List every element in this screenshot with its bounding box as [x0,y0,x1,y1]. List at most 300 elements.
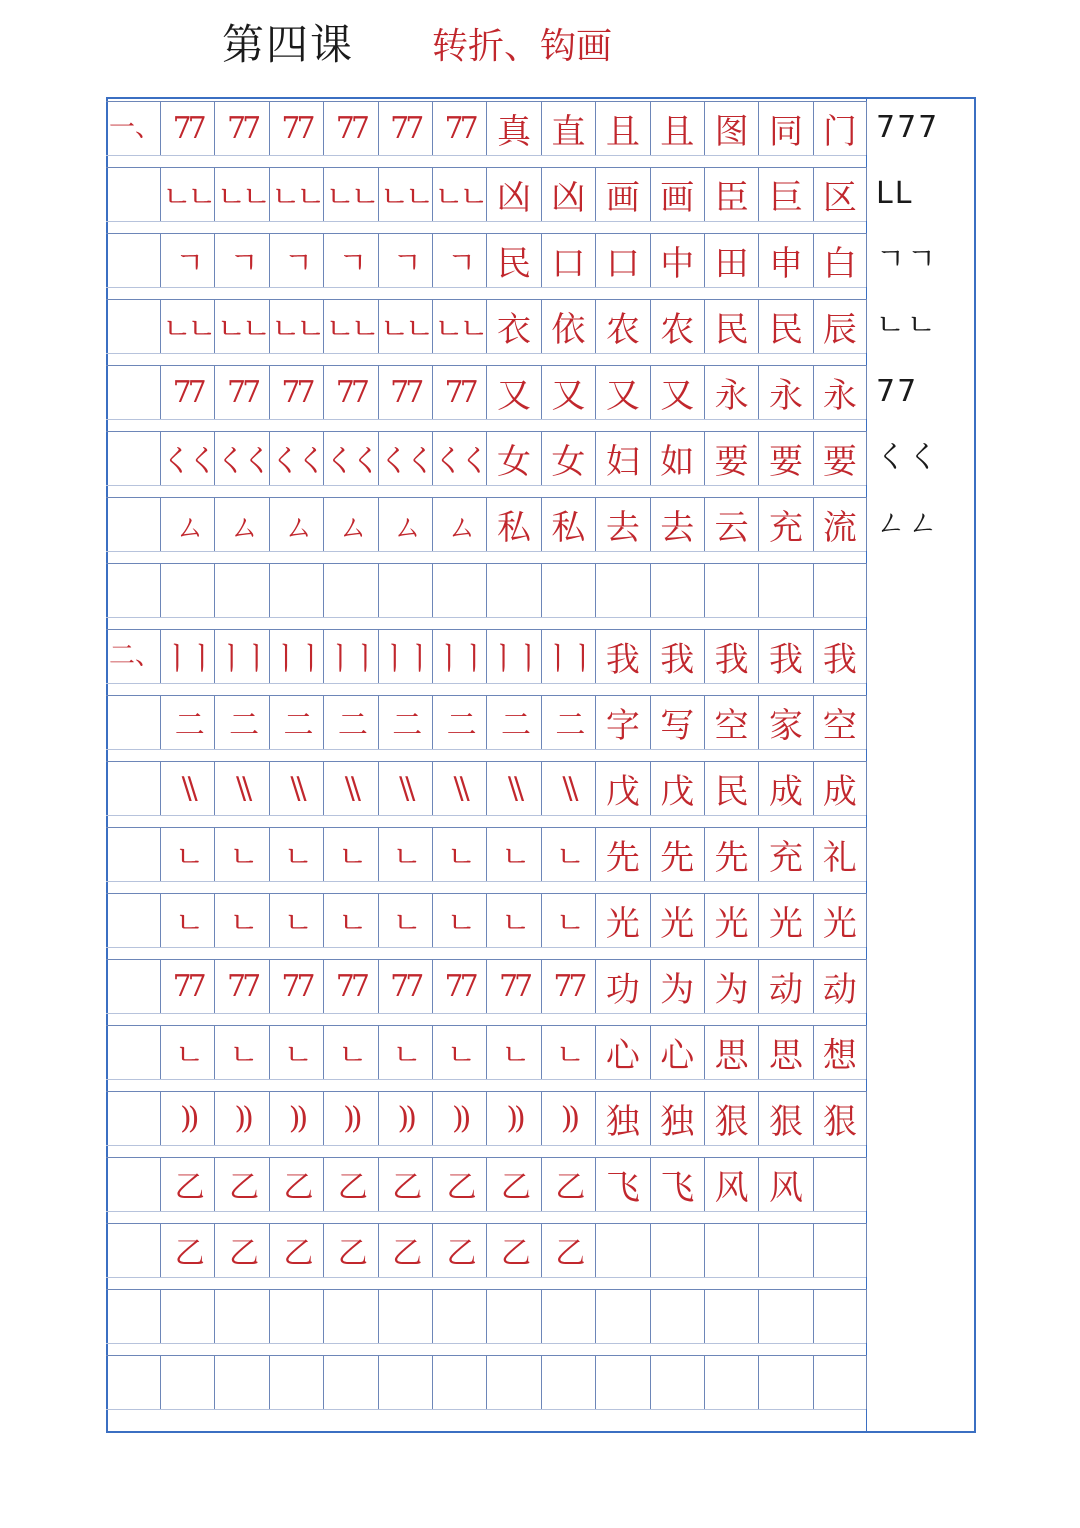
stroke-cell: ㄙ [269,497,323,551]
character-cell: 成 [758,761,812,815]
grid-rule [106,1343,866,1344]
stroke-cell: 二 [323,695,377,749]
grid-rule [106,1079,866,1080]
character-cell [813,1157,867,1211]
character-cell: 飞 [595,1157,649,1211]
stroke-cell: ㄴ [378,1025,432,1079]
character-cell: 臣 [704,167,758,221]
stroke-cell: ㄴㄴ [323,299,377,353]
character-cell [813,563,867,617]
character-cell: 私 [541,497,595,551]
section-2-row [160,1025,867,1079]
stroke-cell: くく [160,431,214,485]
stroke-cell: ㄴ [432,827,486,881]
stroke-cell: 77 [378,101,432,155]
character-cell: 区 [813,167,867,221]
character-cell: 妇 [595,431,649,485]
stroke-cell: 乙 [160,1157,214,1211]
character-cell: 为 [704,959,758,1013]
section-2-row [160,1223,867,1277]
grid-rule [106,287,866,288]
character-cell: 思 [704,1025,758,1079]
character-cell: 凶 [541,167,595,221]
character-cell [704,563,758,617]
character-cell: 光 [704,893,758,947]
character-cell: 戊 [595,761,649,815]
character-cell: 先 [595,827,649,881]
stroke-cell: ㄴ [214,893,268,947]
stroke-cell: くく [269,431,323,485]
side-stroke-sample [876,563,968,617]
character-cell [813,1223,867,1277]
stroke-cell: ㅣㅣ [432,629,486,683]
stroke-cell [432,1355,486,1409]
stroke-cell: ㄴ [269,893,323,947]
stroke-cell: ㄴㄴ [269,167,323,221]
stroke-cell [269,1355,323,1409]
stroke-cell: 77 [160,101,214,155]
section-1-row [160,365,867,419]
stroke-cell: ㄴ [214,827,268,881]
character-cell: 农 [650,299,704,353]
character-cell: 去 [595,497,649,551]
character-cell: 女 [541,431,595,485]
character-cell: 充 [758,497,812,551]
stroke-cell: ㄱ [323,233,377,287]
character-cell: 去 [650,497,704,551]
character-cell: 又 [595,365,649,419]
stroke-cell [432,563,486,617]
character-cell: 我 [650,629,704,683]
character-cell: 衣 [486,299,540,353]
character-cell: 字 [595,695,649,749]
stroke-cell: ㄴ [432,1025,486,1079]
stroke-cell: 二 [486,695,540,749]
character-cell: 民 [704,761,758,815]
character-cell: 风 [704,1157,758,1211]
stroke-cell: 77 [378,365,432,419]
stroke-cell: \\ [378,761,432,815]
stroke-cell: ㄴ [378,893,432,947]
lesson-subtitle: 转折、钩画 [432,26,613,67]
section-2-row [160,629,867,683]
stroke-cell: ㄴ [214,1025,268,1079]
character-cell: 农 [595,299,649,353]
character-cell: 动 [758,959,812,1013]
section-2-row [160,959,867,1013]
side-stroke-sample: ㄥㄥ [876,506,940,541]
stroke-cell: )) [378,1091,432,1145]
grid-rule [106,1211,866,1212]
character-cell [650,1289,704,1343]
stroke-cell [269,1289,323,1343]
stroke-cell [214,1289,268,1343]
stroke-cell [541,1355,595,1409]
stroke-cell: ㅣㅣ [378,629,432,683]
grid-rule [106,881,866,882]
stroke-cell: )) [160,1091,214,1145]
character-cell: 依 [541,299,595,353]
stroke-cell: ㄴㄴ [378,299,432,353]
stroke-cell: ㄴㄴ [269,299,323,353]
character-cell: 先 [704,827,758,881]
character-cell: 如 [650,431,704,485]
character-cell: 成 [813,761,867,815]
character-cell: 家 [758,695,812,749]
character-cell: 心 [595,1025,649,1079]
stroke-cell: 77 [214,959,268,1013]
stroke-cell: 77 [432,959,486,1013]
stroke-cell: ㅣㅣ [323,629,377,683]
grid-rule [106,221,866,222]
stroke-cell: )) [541,1091,595,1145]
stroke-cell: ㄙ [432,497,486,551]
grid-rule [106,947,866,948]
stroke-cell: くく [432,431,486,485]
stroke-cell: ㄙ [378,497,432,551]
stroke-cell: 77 [269,959,323,1013]
character-cell: 凶 [486,167,540,221]
stroke-cell: 二 [432,695,486,749]
stroke-cell: 77 [486,959,540,1013]
character-cell [486,563,540,617]
side-stroke-sample: 77 [876,374,919,409]
character-cell: 我 [704,629,758,683]
stroke-cell: ㄴ [323,1025,377,1079]
stroke-cell: 77 [432,365,486,419]
character-cell: 狠 [758,1091,812,1145]
stroke-cell: ㄴㄴ [432,167,486,221]
stroke-cell: 77 [541,959,595,1013]
character-cell: 光 [813,893,867,947]
character-cell [758,1223,812,1277]
stroke-cell: 二 [378,695,432,749]
character-cell: 要 [813,431,867,485]
stroke-cell: 乙 [323,1223,377,1277]
stroke-cell: ㄱ [432,233,486,287]
grid-rule [106,749,866,750]
grid-rule [106,155,866,156]
stroke-cell: 乙 [378,1157,432,1211]
stroke-cell: 77 [323,101,377,155]
stroke-cell: 77 [323,365,377,419]
stroke-cell: ㄴ [541,1025,595,1079]
character-cell: 直 [541,101,595,155]
section-2-label: 二、 [108,641,161,671]
stroke-cell: )) [432,1091,486,1145]
character-cell: 流 [813,497,867,551]
stroke-cell: 二 [160,695,214,749]
side-stroke-sample: 777 [876,110,940,145]
stroke-cell: くく [214,431,268,485]
stroke-cell [214,563,268,617]
stroke-cell [323,563,377,617]
stroke-cell: ㅣㅣ [214,629,268,683]
character-cell: 门 [813,101,867,155]
character-cell: 申 [758,233,812,287]
stroke-cell: 77 [269,365,323,419]
section-1-row [160,167,867,221]
stroke-cell: ㄴ [160,893,214,947]
character-cell: 图 [704,101,758,155]
stroke-cell: )) [323,1091,377,1145]
character-cell: 空 [813,695,867,749]
character-cell: 独 [595,1091,649,1145]
stroke-cell: くく [323,431,377,485]
stroke-cell: ㄴ [486,1025,540,1079]
stroke-cell: 乙 [432,1223,486,1277]
section-2-row [160,893,867,947]
character-cell: 画 [595,167,649,221]
stroke-cell: 二 [541,695,595,749]
stroke-cell: )) [486,1091,540,1145]
stroke-cell: 77 [323,959,377,1013]
grid-rule [106,617,866,618]
character-cell [650,563,704,617]
character-cell: 我 [813,629,867,683]
section-2-row [160,1289,867,1343]
character-cell: 私 [486,497,540,551]
character-cell [704,1355,758,1409]
character-cell: 又 [650,365,704,419]
stroke-cell [378,563,432,617]
stroke-cell: )) [214,1091,268,1145]
stroke-cell: \\ [160,761,214,815]
stroke-cell [160,1289,214,1343]
character-cell: 且 [595,101,649,155]
character-cell [595,1223,649,1277]
character-cell: 我 [758,629,812,683]
character-cell: 为 [650,959,704,1013]
character-cell: 民 [486,233,540,287]
stroke-cell: ㄴ [378,827,432,881]
character-cell: 真 [486,101,540,155]
stroke-cell: 77 [160,959,214,1013]
stroke-cell: ㄱ [269,233,323,287]
character-cell: 要 [758,431,812,485]
stroke-cell: ㄴㄴ [432,299,486,353]
character-cell: 口 [541,233,595,287]
lesson-title: 第四课 [222,20,355,69]
stroke-cell: 乙 [378,1223,432,1277]
section-1-row [160,233,867,287]
grid-rule [106,485,866,486]
stroke-cell: 二 [214,695,268,749]
section-1-row [160,563,867,617]
character-cell: 狠 [704,1091,758,1145]
side-stroke-sample: ㄱㄱ [876,242,938,277]
grid-rule [106,551,866,552]
stroke-cell: \\ [269,761,323,815]
character-cell: 永 [813,365,867,419]
stroke-cell: ㄴ [269,827,323,881]
grid-rule [106,815,866,816]
section-2-row [160,1157,867,1211]
stroke-cell: ㄱ [378,233,432,287]
character-cell: 狠 [813,1091,867,1145]
character-cell: 礼 [813,827,867,881]
section-1-row [160,101,867,155]
stroke-cell: ㄴ [486,893,540,947]
stroke-cell: 乙 [323,1157,377,1211]
character-cell: 巨 [758,167,812,221]
stroke-cell: )) [269,1091,323,1145]
stroke-cell: 77 [214,365,268,419]
character-cell [813,1289,867,1343]
side-stroke-sample: LL [876,176,914,211]
character-cell: 飞 [650,1157,704,1211]
character-cell: 我 [595,629,649,683]
character-cell: 田 [704,233,758,287]
character-cell [813,1355,867,1409]
stroke-cell: ㄴㄴ [160,167,214,221]
stroke-cell [378,1289,432,1343]
stroke-cell [160,563,214,617]
character-cell: 光 [758,893,812,947]
stroke-cell [323,1355,377,1409]
character-cell: 辰 [813,299,867,353]
character-cell: 功 [595,959,649,1013]
character-cell: 写 [650,695,704,749]
stroke-cell: 乙 [541,1157,595,1211]
character-cell [704,1289,758,1343]
stroke-cell: ㄴ [323,827,377,881]
character-cell [595,1289,649,1343]
section-2-row [160,695,867,749]
character-cell: 白 [813,233,867,287]
section-1-row [160,497,867,551]
section-2-row [160,1091,867,1145]
stroke-cell: 77 [160,365,214,419]
stroke-cell: 乙 [214,1223,268,1277]
stroke-cell: 77 [378,959,432,1013]
character-cell [758,1355,812,1409]
stroke-cell: ㄴ [323,893,377,947]
character-cell: 动 [813,959,867,1013]
stroke-cell: 77 [269,101,323,155]
section-1-row [160,431,867,485]
stroke-cell: \\ [432,761,486,815]
character-cell: 空 [704,695,758,749]
stroke-cell [214,1355,268,1409]
stroke-cell [432,1289,486,1343]
character-cell: 又 [486,365,540,419]
stroke-cell: ㄴㄴ [323,167,377,221]
section-2-row [160,761,867,815]
stroke-cell: ㄙ [323,497,377,551]
character-cell: 中 [650,233,704,287]
character-cell: 独 [650,1091,704,1145]
grid-rule [106,1277,866,1278]
stroke-cell: ㄴㄴ [378,167,432,221]
character-cell [595,563,649,617]
stroke-cell: ㄴ [486,827,540,881]
stroke-cell: ㅣㅣ [160,629,214,683]
grid-rule [106,1013,866,1014]
character-cell: 风 [758,1157,812,1211]
section-2-row [160,827,867,881]
character-cell: 同 [758,101,812,155]
stroke-cell: ㄴ [160,827,214,881]
stroke-cell [541,1289,595,1343]
character-cell [650,1355,704,1409]
grid-rule [106,353,866,354]
side-stroke-sample: くく [876,440,940,475]
character-cell: 充 [758,827,812,881]
stroke-cell: \\ [323,761,377,815]
character-cell [650,1223,704,1277]
stroke-cell: ㅣㅣ [541,629,595,683]
stroke-cell: ㄴ [269,1025,323,1079]
character-cell [758,563,812,617]
stroke-cell: ㄴㄴ [214,167,268,221]
stroke-cell: \\ [486,761,540,815]
stroke-cell: くく [378,431,432,485]
character-cell: 光 [595,893,649,947]
grid-rule [106,419,866,420]
stroke-cell: ㄱ [160,233,214,287]
stroke-cell [323,1289,377,1343]
stroke-cell: ㅣㅣ [486,629,540,683]
stroke-cell [269,563,323,617]
stroke-cell: 77 [214,101,268,155]
character-cell [595,1355,649,1409]
character-cell: 要 [704,431,758,485]
character-cell: 又 [541,365,595,419]
character-cell: 画 [650,167,704,221]
stroke-cell [486,1289,540,1343]
stroke-cell: ㄱ [214,233,268,287]
stroke-cell: ㅣㅣ [269,629,323,683]
character-cell: 口 [595,233,649,287]
stroke-cell: ㄴㄴ [214,299,268,353]
section-1-label: 一、 [108,113,161,143]
stroke-cell: 乙 [486,1223,540,1277]
character-cell: 永 [758,365,812,419]
character-cell: 想 [813,1025,867,1079]
grid-rule [106,1409,866,1410]
stroke-cell: 77 [432,101,486,155]
character-cell: 民 [704,299,758,353]
stroke-cell: ㄴ [160,1025,214,1079]
character-cell [541,563,595,617]
character-cell: 云 [704,497,758,551]
character-cell: 先 [650,827,704,881]
stroke-cell: ㄴ [432,893,486,947]
stroke-cell: 乙 [486,1157,540,1211]
stroke-cell: 乙 [160,1223,214,1277]
stroke-cell: 二 [269,695,323,749]
character-cell: 且 [650,101,704,155]
character-cell: 永 [704,365,758,419]
section-1-row [160,299,867,353]
grid-rule [106,683,866,684]
stroke-cell: 乙 [269,1223,323,1277]
side-stroke-sample: ㄴㄴ [876,308,938,343]
stroke-cell: ㄴ [541,893,595,947]
character-cell: 民 [758,299,812,353]
stroke-cell: ㄙ [160,497,214,551]
stroke-cell [486,1355,540,1409]
stroke-cell: 乙 [432,1157,486,1211]
section-2-row [160,1355,867,1409]
stroke-cell: 乙 [541,1223,595,1277]
character-cell: 戊 [650,761,704,815]
stroke-cell: ㄴㄴ [160,299,214,353]
stroke-cell: 乙 [214,1157,268,1211]
stroke-cell: ㄙ [214,497,268,551]
stroke-cell: \\ [214,761,268,815]
